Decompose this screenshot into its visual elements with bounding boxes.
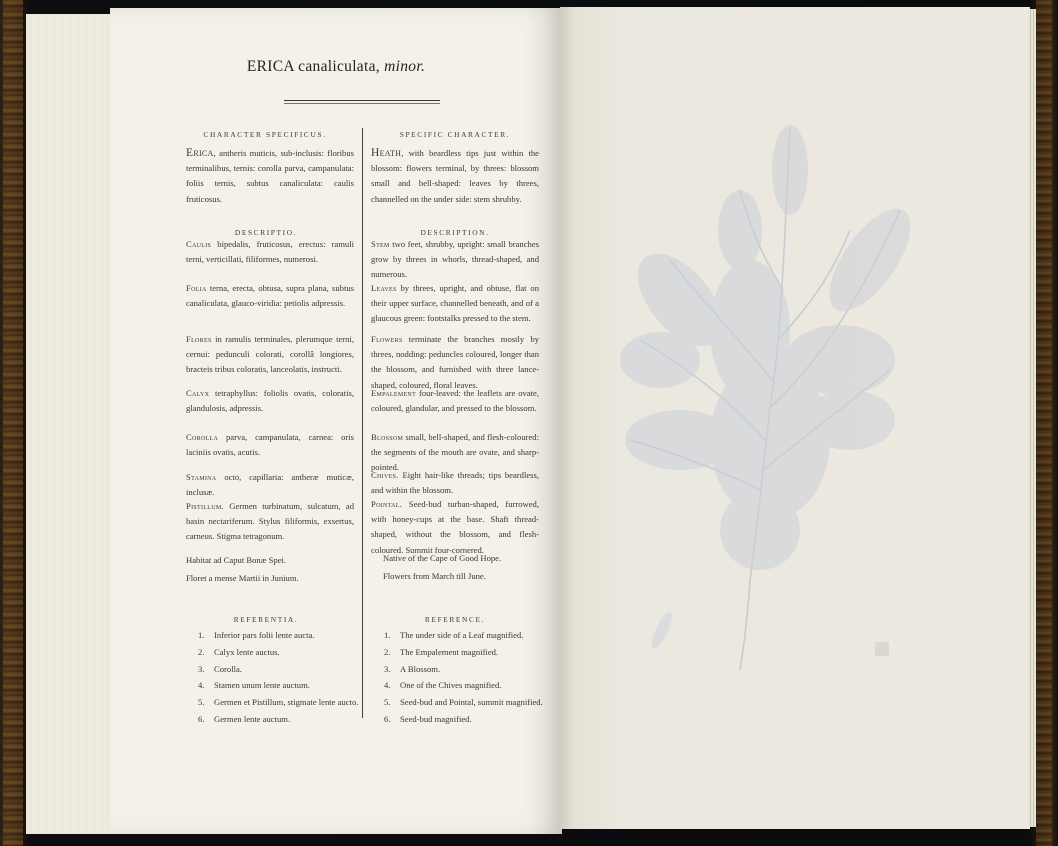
column-divider: [362, 128, 363, 718]
page-block-edges: [26, 14, 121, 834]
title-italic: minor.: [384, 58, 426, 75]
latin-char-text: , antheris muticis, sub-inclusis: floribus terminalibus, ternis: corolla parva, campanulata: foliis ternis, subtus canaliculata: caulis fruticosus.: [186, 148, 354, 204]
english-para: Leaves by threes, upright, and obtuse, flat on their upper surface, channelled beneath, and of a glaucous green: footstalks pressed to the stem.: [371, 283, 539, 324]
list-item: 2. Calyx lente auctus.: [198, 646, 280, 657]
latin-habitat: Habitat ad Caput Bonæ Spei.: [186, 555, 287, 565]
english-para: Flowers terminate the branches mostly by threes, nodding: peduncles coloured, longer than the blossom, and furnished with three lance-shaped, coloured, floral leaves.: [371, 334, 539, 390]
title-main: ERICA canaliculata,: [246, 58, 380, 75]
latin-char-lead: Erica: [186, 147, 214, 159]
list-item: 4. Stamen unum lente auctum.: [198, 680, 310, 691]
latin-para: Stamina octo, capillaria: antheræ muticæ, inclusæ.: [186, 472, 354, 498]
english-para: Chives. Eight hair-like threads; tips beardless, and within the blossom.: [371, 470, 539, 496]
heath-plant-illustration-icon: [600, 110, 930, 710]
page-title: [110, 58, 562, 76]
title-rule-thin: [284, 103, 440, 104]
latin-para: Corolla parva, campanulata, carnea: oris laciniis ovatis, acutis.: [186, 432, 354, 458]
latin-reference-list: [198, 630, 358, 731]
latin-character: [186, 146, 354, 207]
english-char-lead: Heath: [371, 147, 402, 159]
latin-ref-heading: REFERENTIA.: [233, 615, 299, 624]
english-char-heading: SPECIFIC CHARACTER.: [399, 130, 511, 139]
list-item: 5. Germen et Pistillum, stigmate lente aucto.: [198, 697, 359, 708]
list-item: 5. Seed-bud and Pointal, summit magnified.: [384, 697, 543, 708]
gilt-board-edge: [1036, 0, 1052, 846]
english-char-text: , with beardless tips just within the blossom: flowers terminal, by threes: blossom small and bell-shaped: leaves by threes, channelled on the under side: stem shrubby.: [371, 148, 539, 204]
list-item: 6. Germen lente auctum.: [198, 713, 291, 724]
latin-para: Folia terna, erecta, obtusa, supra plana, subtus canaliculata, glauco-viridia: petiolis adpressis.: [186, 283, 354, 309]
latin-para: Calyx tetraphyllus: foliolis ovatis, coloratis, glandulosis, adpressis.: [186, 388, 354, 414]
list-item: 6. Seed-bud magnified.: [384, 713, 472, 724]
english-character: [371, 146, 539, 207]
list-item: 3. A Blossom.: [384, 663, 441, 674]
latin-para: Flores in ramulis terminales, plerumque terni, cernui: pedunculi colorati, corollâ longiores, bracteis tribus coloratis, lanceolatis, instructi.: [186, 334, 354, 375]
list-item: 2. The Empalement magnified.: [384, 646, 499, 657]
english-descr-heading: DESCRIPTION.: [420, 228, 490, 237]
english-para: Empalement four-leaved: the leaflets are ovate, coloured, glandular, and pressed to the blossom.: [371, 388, 539, 414]
latin-floret: Floret a mense Martii in Junium.: [186, 573, 299, 583]
list-item: 1. Inferior pars folii lente aucta.: [198, 630, 315, 640]
list-item: 3. Corolla.: [198, 663, 242, 674]
list-item: 4. One of the Chives magnified.: [384, 680, 502, 691]
latin-char-heading: CHARACTER SPECIFICUS.: [203, 130, 327, 139]
english-reference-list: [384, 630, 543, 731]
english-habitat: Native of the Cape of Good Hope.: [383, 553, 502, 563]
latin-descr-heading: DESCRIPTIO.: [234, 228, 298, 237]
gilt-spine-edge: [3, 0, 23, 846]
list-item: 1. The under side of a Leaf magnified.: [384, 630, 524, 640]
library-stamp: [875, 642, 889, 656]
english-ref-heading: REFERENCE.: [424, 615, 486, 624]
english-floret: Flowers from March till June.: [383, 571, 486, 581]
english-para: Stem two feet, shrubby, upright: small branches grow by threes in whorls, thread-shaped, and numerous.: [371, 239, 539, 280]
latin-description: [186, 237, 354, 267]
english-para: Blossom small, bell-shaped, and flesh-coloured: the segments of the mouth are ovate, and sharp-pointed.: [371, 432, 539, 473]
english-para: Pointal. Seed-bud turban-shaped, furrowed, with honey-cups at the base. Shaft thread-shaped, without the blossom, and flesh-coloured. Summit four-cornered.: [371, 499, 539, 555]
latin-para: Caulis bipedalis, fruticosus, erectus: ramuli terni, verticillati, filiformes, numerosi.: [186, 239, 354, 265]
right-page-edges: [1028, 9, 1036, 827]
title-rule: [284, 100, 440, 101]
latin-para: Pistillum. Germen turbinatum, sulcatum, ad basin nectariferum. Stylus filiformis, exsertus, carneus. Stigma tetragonum.: [186, 501, 354, 542]
